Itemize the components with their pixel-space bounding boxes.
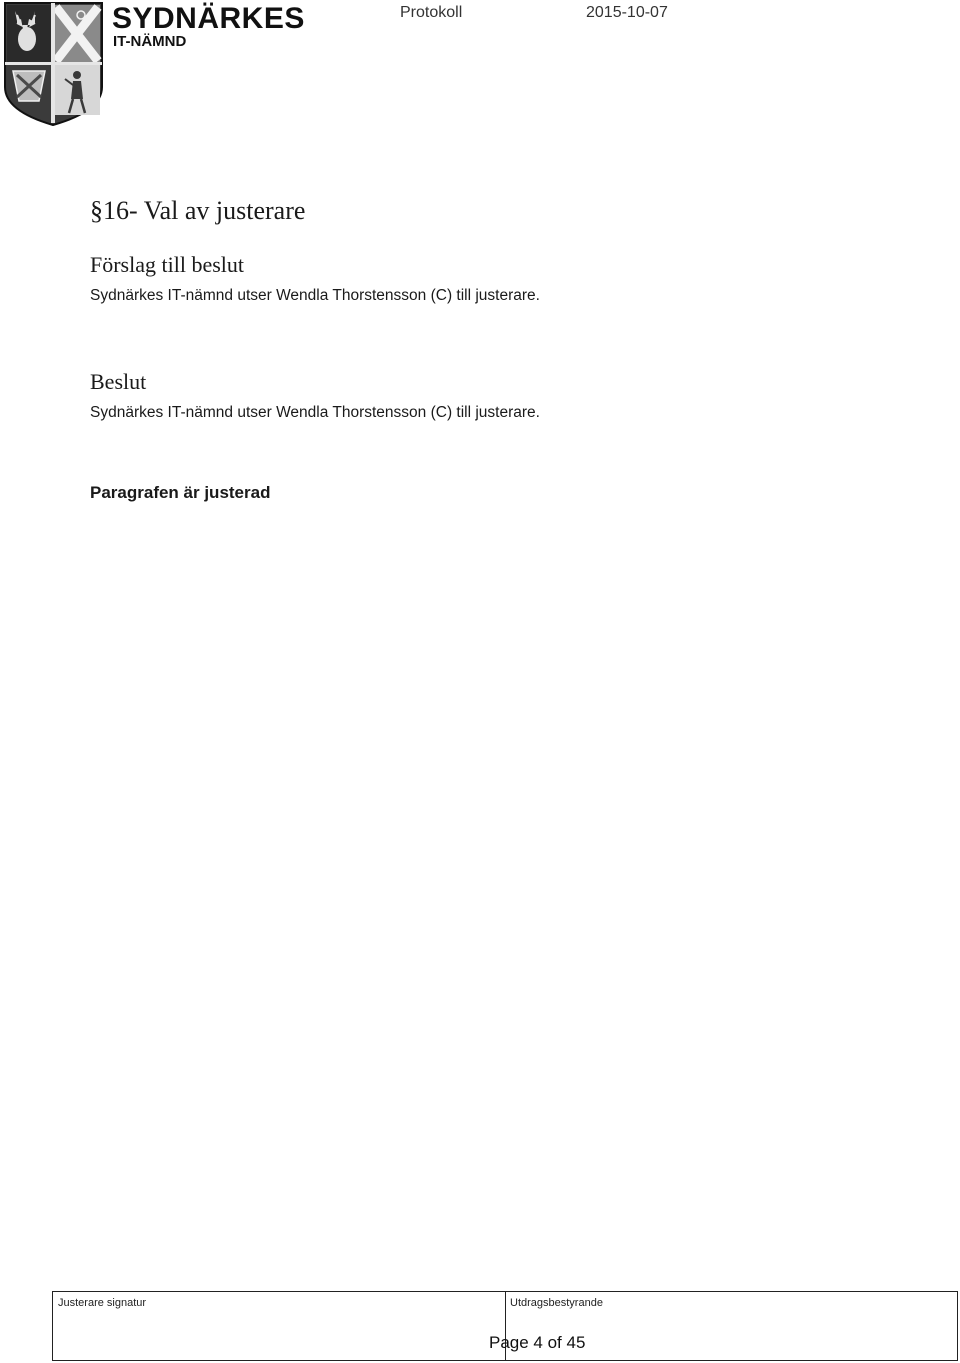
coat-of-arms-icon (3, 1, 104, 127)
page-number: Page 4 of 45 (489, 1333, 586, 1352)
proposal-text: Sydnärkes IT-nämnd utser Wendla Thorstensson (C) till justerare. (90, 287, 540, 304)
document-type: Protokoll (400, 4, 463, 21)
proposal-heading: Förslag till beslut (90, 252, 244, 277)
signature-label: Justerare signatur (58, 1297, 147, 1309)
decision-heading: Beslut (90, 369, 147, 394)
document-date: 2015-10-07 (586, 4, 668, 21)
decision-text: Sydnärkes IT-nämnd utser Wendla Thorstensson (C) till justerare. (90, 404, 540, 421)
extract-label: Utdragsbestyrande (510, 1297, 603, 1309)
adjusted-note: Paragrafen är justerad (90, 483, 271, 502)
organization-subtitle: IT-NÄMND (113, 33, 187, 50)
organization-name: SYDNÄRKES (112, 2, 305, 35)
section-title: §16- Val av justerare (90, 196, 306, 225)
